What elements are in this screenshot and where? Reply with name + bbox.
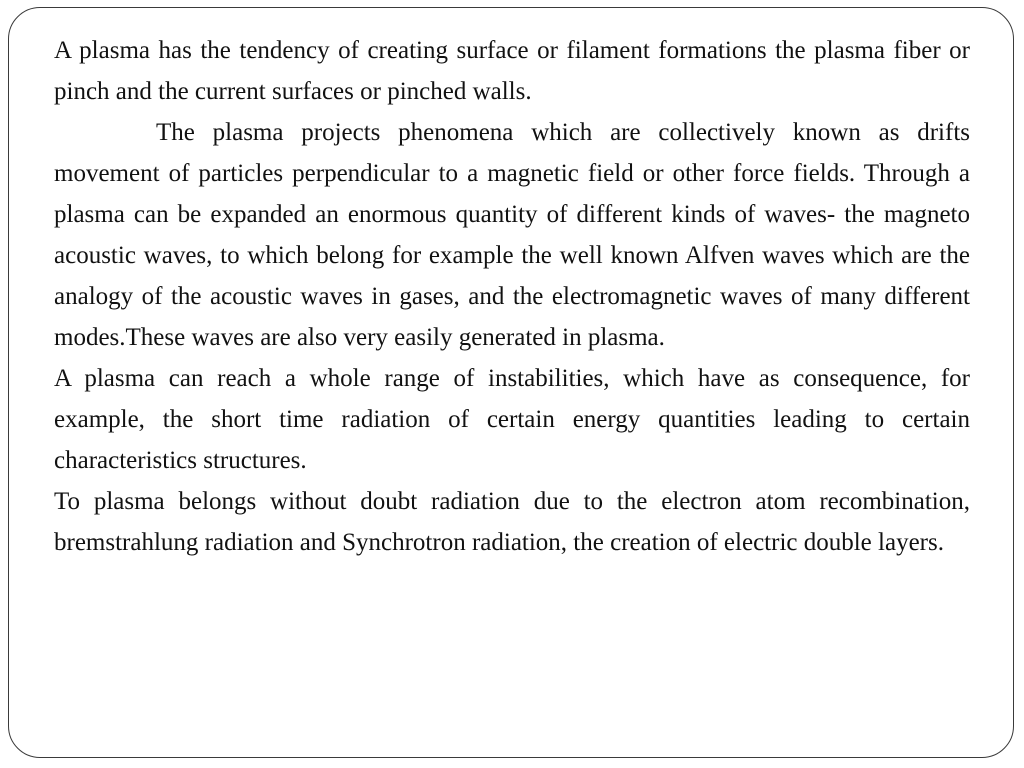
paragraph-instabilities: A plasma can reach a whole range of instabilities, which have as consequence, for example, the short time radiation of certain energy quantities leading to certain characteristics structures.: [54, 365, 970, 474]
paragraph-radiation: To plasma belongs without doubt radiation due to the electron atom recombination, bremstrahlung radiation and Synchrotron radiation, the creation of electric double layers.: [54, 488, 970, 556]
paragraph-filament-formations: A plasma has the tendency of creating surface or filament formations the plasma fiber or pinch and the current surfaces or pinched walls.: [54, 37, 970, 105]
slide-text-body: [54, 30, 970, 563]
paragraph-drifts-and-waves: The plasma projects phenomena which are collectively known as drifts movement of particles perpendicular to a magnetic field or other force fields. Through a plasma can be expanded an enormous quantity of different kinds of waves- the magneto acoustic waves, to which belong for example the well known Alfven waves which are the analogy of the acoustic waves in gases, and the electromagnetic waves of many different modes.These waves are also very easily generated in plasma.: [54, 119, 970, 351]
